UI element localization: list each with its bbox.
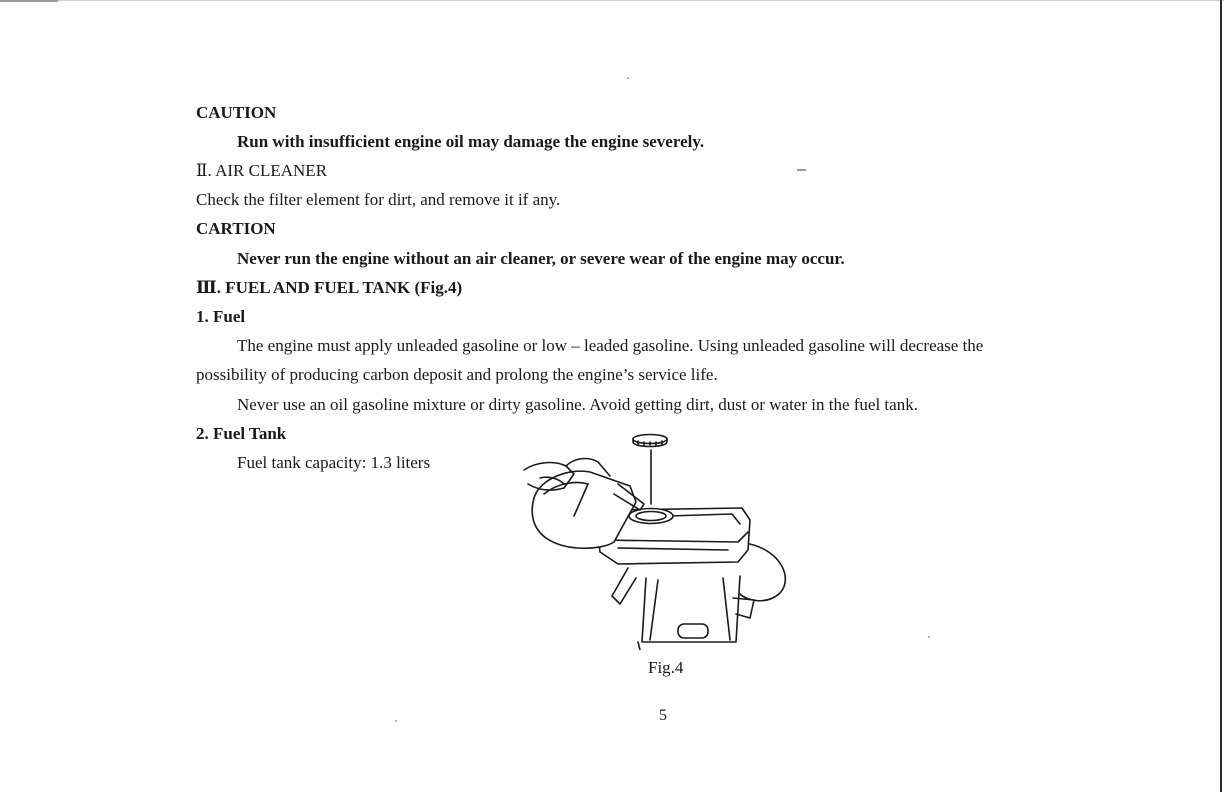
scan-speck [928,636,930,638]
air-cleaner-heading: Ⅱ. AIR CLEANER [196,161,328,180]
fuel-tank-subheading: 2. Fuel Tank [196,424,287,443]
fuel-tank-illustration [518,428,794,650]
fuel-section-heading: Ⅲ. FUEL AND FUEL TANK (Fig.4) [196,278,463,297]
caution-text-2: Never run the engine without an air cleaner, or severe wear of the engine may occur. [237,249,845,268]
fuel-subheading: 1. Fuel [196,307,246,326]
fuel-paragraph-line1: The engine must apply unleaded gasoline or low – leaded gasoline. Using unleaded gasoline will decrease the [237,336,984,355]
scan-speck [627,77,629,79]
page-number: 5 [659,707,667,724]
scan-edge-right [1220,0,1222,792]
scan-edge-top [0,0,1224,1]
engine-body-icon [612,568,754,650]
scan-speck [395,720,397,722]
fuel-warning-paragraph: Never use an oil gasoline mixture or dirty gasoline. Avoid getting dirt, dust or water in the fuel tank. [237,395,918,414]
caution-heading-2: CARTION [196,219,276,238]
scan-edge-corner [0,0,58,2]
caution-heading: CAUTION [196,103,277,122]
air-cleaner-text: Check the filter element for dirt, and remove it if any. [196,190,561,209]
caution-text: Run with insufficient engine oil may damage the engine severely. [237,132,705,151]
fuel-tank-capacity: Fuel tank capacity: 1.3 liters [237,453,431,472]
fuel-paragraph-line2: possibility of producing carbon deposit and prolong the engine’s service life. [196,365,718,384]
scan-speck [797,169,806,171]
fuel-cap-icon [633,435,667,447]
figure-caption: Fig.4 [648,658,684,677]
